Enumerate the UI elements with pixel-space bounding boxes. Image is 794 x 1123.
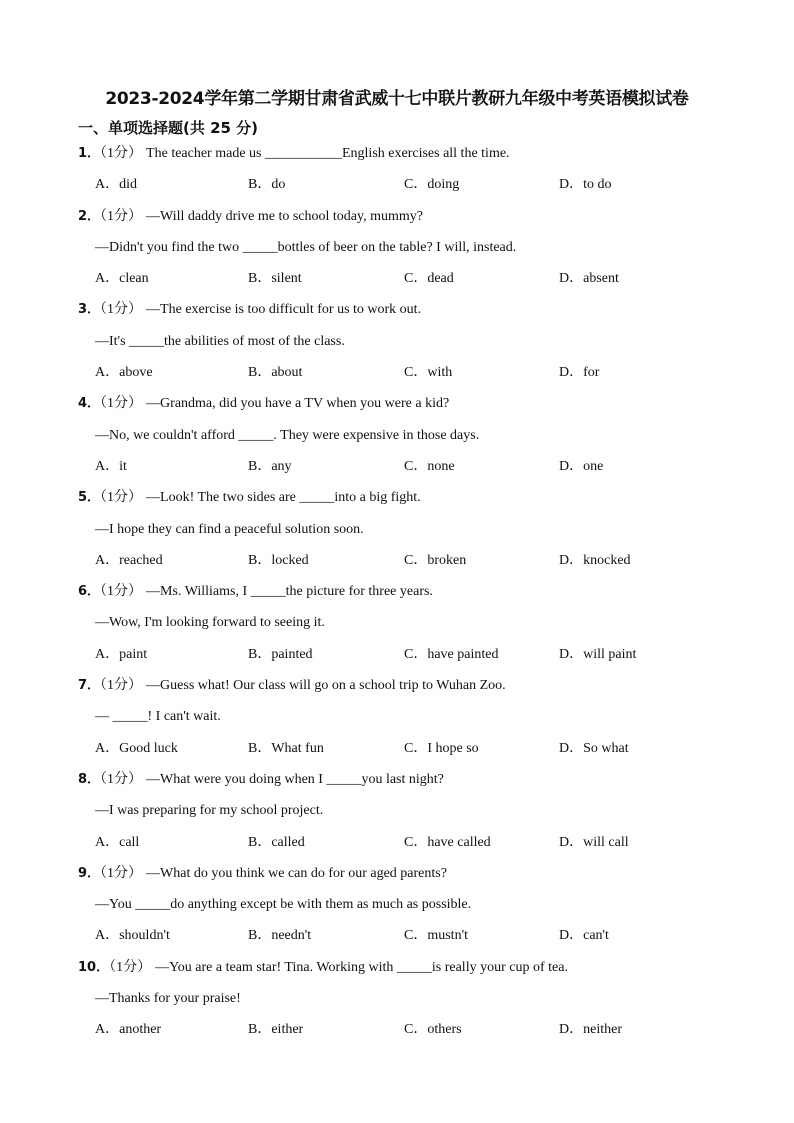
question-stem xyxy=(0,862,794,893)
question-6 xyxy=(0,580,794,674)
question-text-continued: —Wow, I'm looking forward to seeing it. xyxy=(95,615,325,631)
option-row xyxy=(0,831,794,862)
question-text: —Grandma, did you have a TV when you were a kid? xyxy=(146,396,450,412)
question-stem xyxy=(0,956,794,987)
option-d[interactable]: D．absent xyxy=(559,271,619,287)
question-4 xyxy=(0,392,794,486)
question-stem xyxy=(0,392,794,423)
question-number: 1． xyxy=(78,146,101,161)
question-text-continued: —Thanks for your praise! xyxy=(95,991,241,1007)
question-stem xyxy=(0,486,794,517)
question-number: 8． xyxy=(78,771,101,787)
option-row xyxy=(0,173,794,204)
option-a[interactable]: A．reached xyxy=(95,552,163,568)
option-d[interactable]: D．neither xyxy=(559,1022,622,1038)
question-text: —Will daddy drive me to school today, mummy? xyxy=(146,208,423,224)
question-score: （1分） xyxy=(100,771,143,787)
question-score: （1分） xyxy=(100,490,143,506)
exam-title: 2023-2024学年第二学期甘肃省武威十七中联片教研九年级中考英语模拟试卷 xyxy=(105,89,689,109)
option-d[interactable]: D．one xyxy=(559,458,604,474)
option-c[interactable]: C．have called xyxy=(404,834,491,850)
option-b[interactable]: B．called xyxy=(248,834,305,850)
question-score: （1分） xyxy=(100,678,143,694)
question-text: —You are a team star! Tina. Working with _____is really your cup of tea. xyxy=(155,959,568,975)
question-score: （1分） xyxy=(100,302,143,318)
question-text-continued: —You _____do anything except be with them as much as possible. xyxy=(95,897,472,913)
option-b[interactable]: B．about xyxy=(248,365,303,381)
question-text-continued: — _____! I can't wait. xyxy=(95,709,221,725)
question-score: （1分） xyxy=(100,865,143,881)
option-a[interactable]: A．above xyxy=(95,365,153,381)
question-number: 7． xyxy=(78,678,101,694)
question-2 xyxy=(0,205,794,299)
question-number: 9． xyxy=(78,865,101,881)
option-b[interactable]: B．painted xyxy=(248,646,313,662)
question-text: —The exercise is too difficult for us to work out. xyxy=(146,302,422,318)
option-d[interactable]: D．for xyxy=(559,365,600,381)
option-a[interactable]: A．Good luck xyxy=(95,740,178,756)
question-10 xyxy=(0,956,794,1050)
option-a[interactable]: A．did xyxy=(95,177,137,193)
question-list xyxy=(0,142,794,1050)
option-a[interactable]: A．clean xyxy=(95,271,149,287)
question-score: （1分） xyxy=(109,959,152,975)
question-text-continued: —No, we couldn't afford _____. They were expensive in those days. xyxy=(95,427,480,443)
question-stem xyxy=(0,298,794,329)
question-text-continued: —I hope they can find a peaceful solution soon. xyxy=(95,521,364,537)
option-c[interactable]: C．have painted xyxy=(404,646,499,662)
option-b[interactable]: B．any xyxy=(248,458,292,474)
option-d[interactable]: D．will call xyxy=(559,834,629,850)
question-text: —Look! The two sides are _____into a big fight. xyxy=(146,490,421,506)
option-row xyxy=(0,1018,794,1049)
question-text: —Ms. Williams, I _____the picture for three years. xyxy=(146,584,433,600)
option-b[interactable]: B．either xyxy=(248,1022,304,1038)
question-number: 10． xyxy=(78,959,110,975)
question-stem xyxy=(0,768,794,799)
option-c[interactable]: C．with xyxy=(404,365,453,381)
option-row xyxy=(0,643,794,674)
question-text: —What do you think we can do for our aged parents? xyxy=(146,865,447,881)
option-c[interactable]: C．doing xyxy=(404,177,460,193)
question-text: —What were you doing when I _____you last night? xyxy=(146,771,444,787)
option-c[interactable]: C．I hope so xyxy=(404,740,479,756)
option-c[interactable]: C．mustn't xyxy=(404,928,468,944)
question-number: 2． xyxy=(78,208,101,224)
question-number: 4． xyxy=(78,396,101,412)
option-c[interactable]: C．broken xyxy=(404,552,467,568)
option-row xyxy=(0,549,794,580)
option-row xyxy=(0,455,794,486)
question-stem xyxy=(0,674,794,705)
question-3 xyxy=(0,298,794,392)
option-d[interactable]: D．knocked xyxy=(559,552,631,568)
question-text: The teacher made us ___________English exercises all the time. xyxy=(146,146,510,161)
option-a[interactable]: A．call xyxy=(95,834,140,850)
option-b[interactable]: B．locked xyxy=(248,552,309,568)
question-1 xyxy=(0,142,794,205)
option-a[interactable]: A．it xyxy=(95,458,127,474)
question-9 xyxy=(0,862,794,956)
option-b[interactable]: B．needn't xyxy=(248,928,312,944)
option-d[interactable]: D．to do xyxy=(559,177,612,193)
option-b[interactable]: B．do xyxy=(248,177,286,193)
option-a[interactable]: A．another xyxy=(95,1022,162,1038)
question-score: （1分） xyxy=(100,396,143,412)
option-c[interactable]: C．dead xyxy=(404,271,454,287)
question-text-continued: —It's _____the abilities of most of the class. xyxy=(95,333,345,349)
question-text-continued: —I was preparing for my school project. xyxy=(95,803,324,819)
question-score: （1分） xyxy=(100,146,143,161)
option-d[interactable]: D．will paint xyxy=(559,646,637,662)
option-row xyxy=(0,737,794,768)
question-stem xyxy=(0,205,794,236)
question-stem xyxy=(0,580,794,611)
question-score: （1分） xyxy=(100,584,143,600)
option-a[interactable]: A．paint xyxy=(95,646,148,662)
question-8 xyxy=(0,768,794,862)
question-number: 5． xyxy=(78,490,101,506)
option-b[interactable]: B．silent xyxy=(248,271,302,287)
option-c[interactable]: C．others xyxy=(404,1022,462,1038)
question-text-continued: —Didn't you find the two _____bottles of beer on the table? I will, instead. xyxy=(95,239,517,255)
option-row xyxy=(0,267,794,298)
option-row xyxy=(0,924,794,955)
option-c[interactable]: C．none xyxy=(404,458,455,474)
option-d[interactable]: D．can't xyxy=(559,928,609,944)
option-a[interactable]: A．shouldn't xyxy=(95,928,170,944)
option-row xyxy=(0,361,794,392)
option-d[interactable]: D．So what xyxy=(559,740,629,756)
question-score: （1分） xyxy=(100,208,143,224)
question-number: 3． xyxy=(78,302,101,318)
question-stem xyxy=(0,142,794,173)
option-b[interactable]: B．What fun xyxy=(248,740,324,756)
question-number: 6． xyxy=(78,584,101,600)
question-7 xyxy=(0,674,794,768)
question-text: —Guess what! Our class will go on a school trip to Wuhan Zoo. xyxy=(146,678,506,694)
section-heading: 一、单项选择题(共 25 分) xyxy=(78,119,259,137)
question-5 xyxy=(0,486,794,580)
